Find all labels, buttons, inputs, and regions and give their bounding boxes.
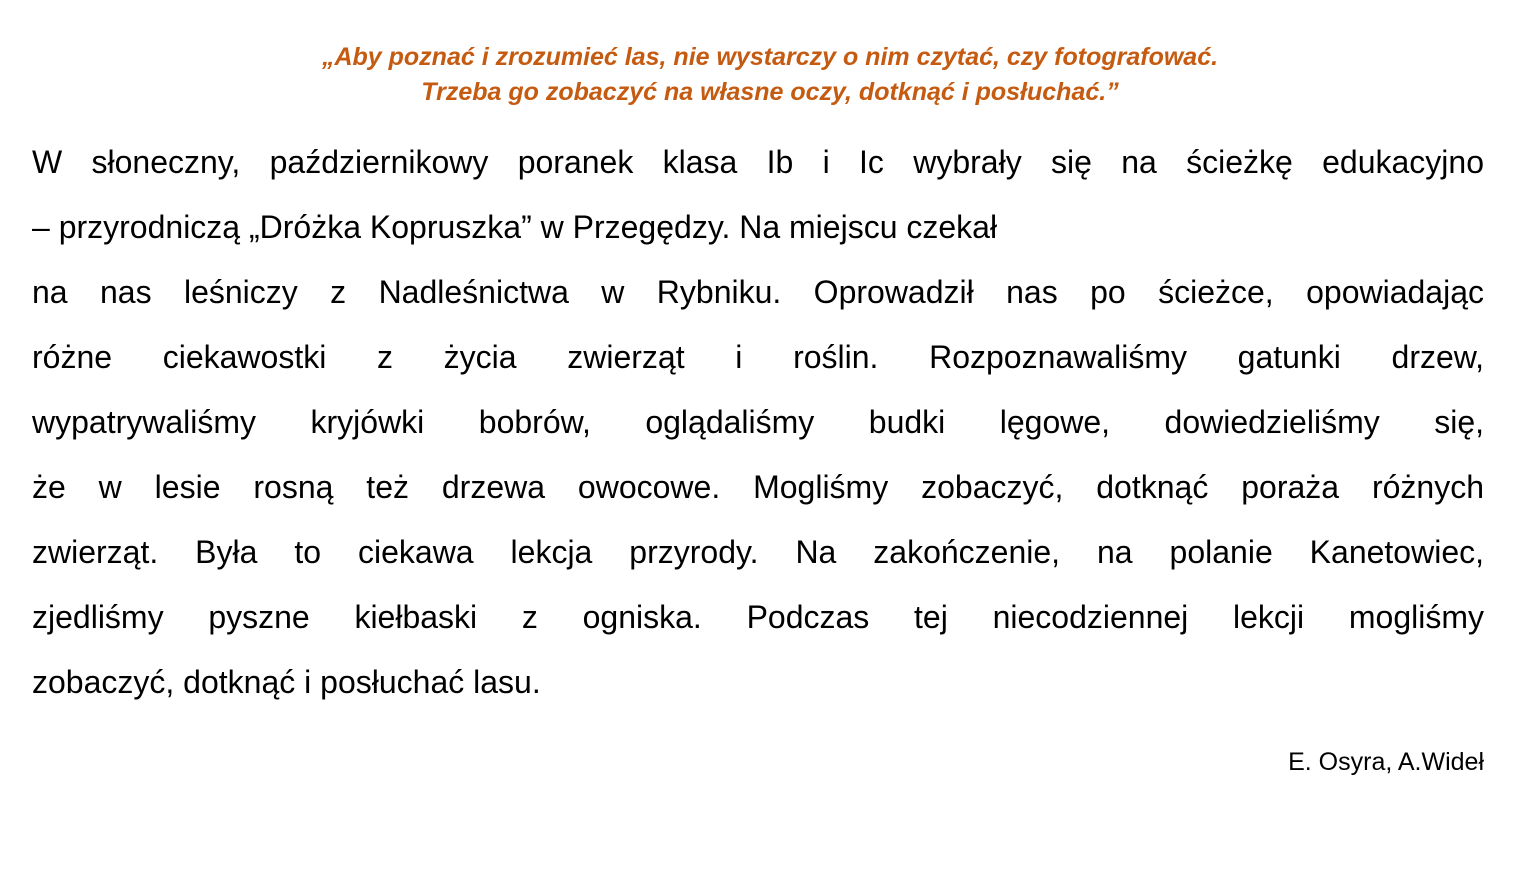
article-line-2: – przyrodniczą „Dróżka Kopruszka” w Przegędzy. Na miejscu czekał bbox=[32, 209, 998, 245]
article-line-6: że w lesie rosną też drzewa owocowe. Mogliśmy zobaczyć, dotknąć poraża różnych bbox=[32, 469, 1484, 505]
opening-quote bbox=[0, 40, 1540, 110]
authors-signature: E. Osyra, A.Wideł bbox=[1288, 748, 1484, 776]
article-line-4: różne ciekawostki z życia zwierząt i roślin. Rozpoznawaliśmy gatunki drzew, bbox=[32, 339, 1484, 375]
article-line-3: na nas leśniczy z Nadleśnictwa w Rybniku. Oprowadził nas po ścieżce, opowiadając bbox=[32, 274, 1484, 310]
article-body bbox=[32, 130, 1484, 715]
article-line-7: zwierząt. Była to ciekawa lekcja przyrody. Na zakończenie, na polanie Kanetowiec, bbox=[32, 534, 1484, 570]
quote-line-2: Trzeba go zobaczyć na własne oczy, dotknąć i posłuchać.” bbox=[421, 78, 1119, 106]
quote-line-1: „Aby poznać i zrozumieć las, nie wystarczy o nim czytać, czy fotografować. bbox=[321, 43, 1219, 71]
article-line-5: wypatrywaliśmy kryjówki bobrów, oglądaliśmy budki lęgowe, dowiedzieliśmy się, bbox=[32, 404, 1484, 440]
article-line-1: W słoneczny, październikowy poranek klasa Ib i Ic wybrały się na ścieżkę edukacyjno bbox=[32, 144, 1484, 180]
article-line-8: zjedliśmy pyszne kiełbaski z ogniska. Podczas tej niecodziennej lekcji mogliśmy bbox=[32, 599, 1484, 635]
article-line-9: zobaczyć, dotknąć i posłuchać lasu. bbox=[32, 664, 541, 700]
